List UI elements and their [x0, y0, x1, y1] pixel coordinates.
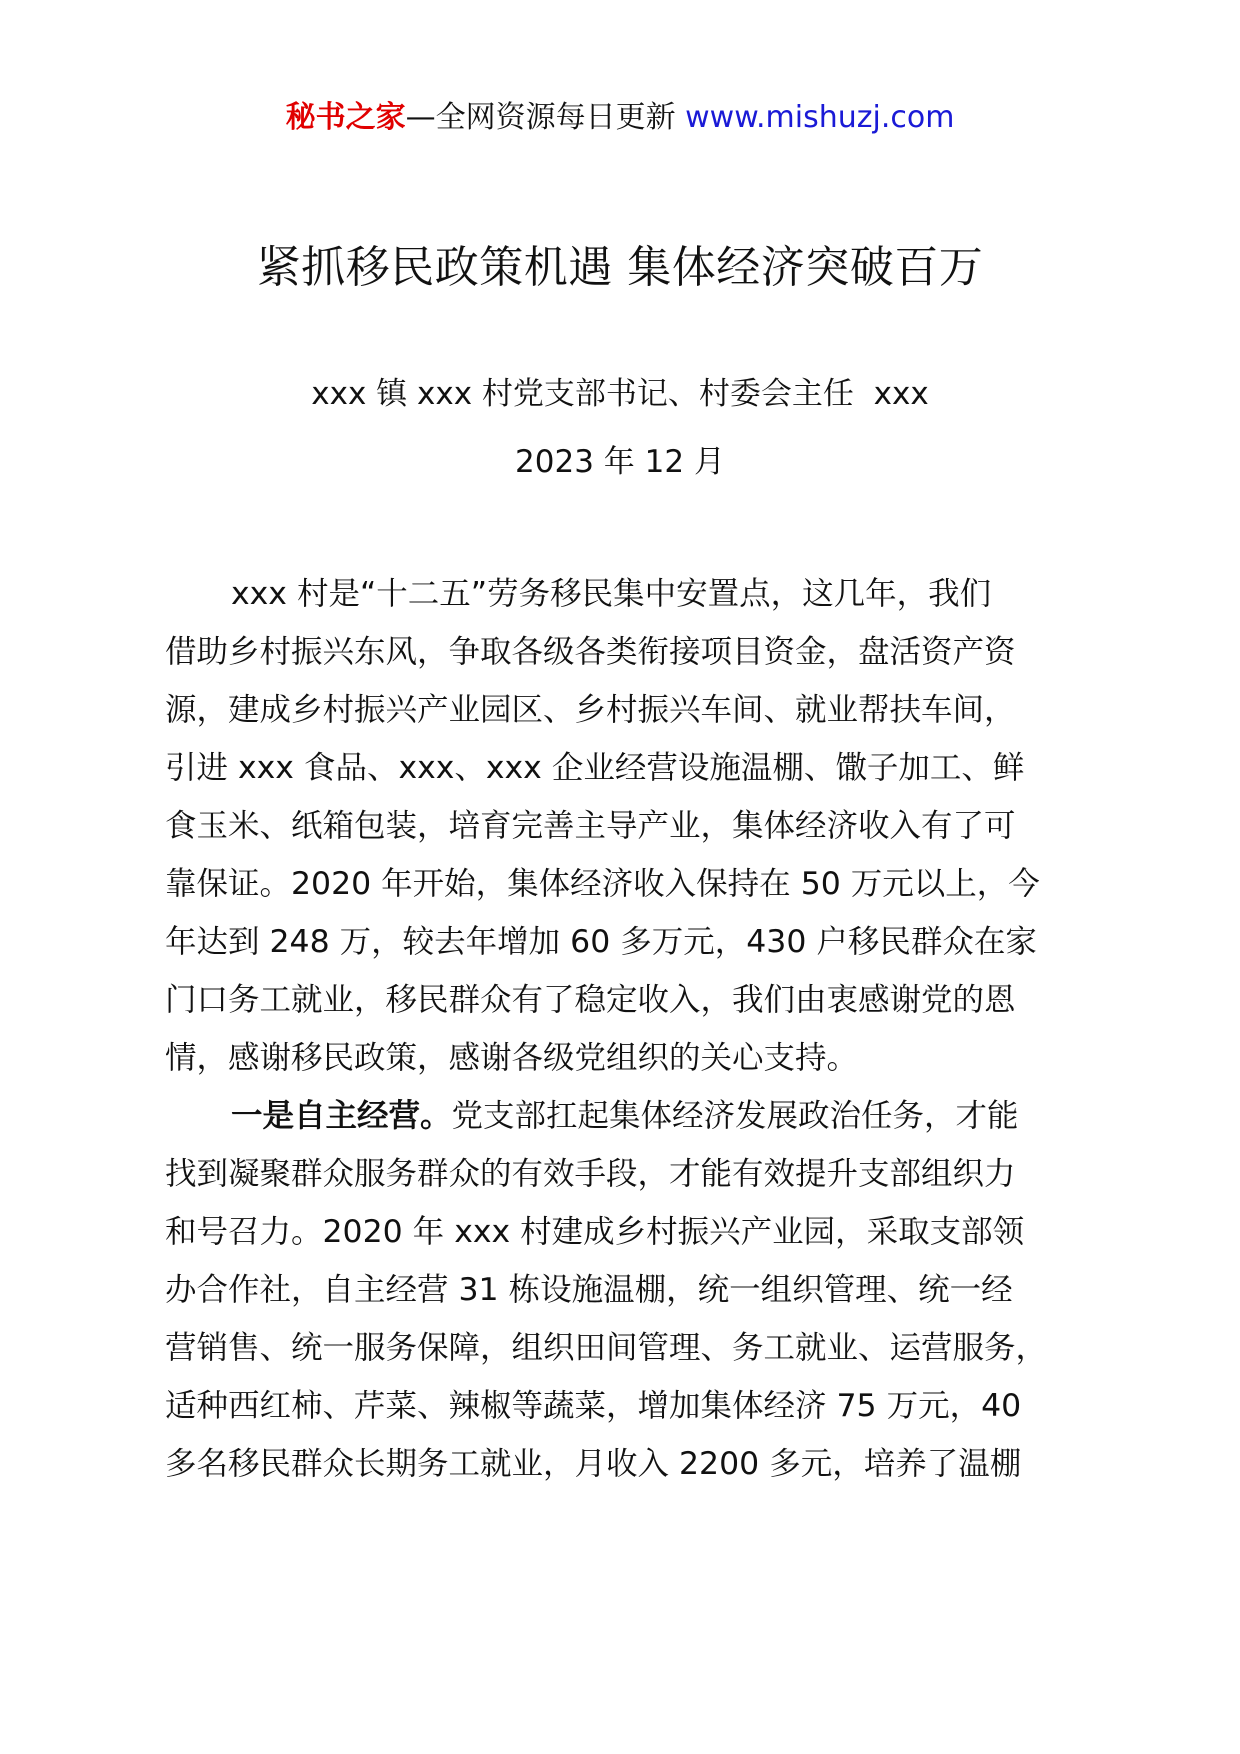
paragraph-1-line: 源，建成乡村振兴产业园区、乡村振兴车间、就业帮扶车间， — [165, 692, 1016, 728]
paragraph-2-first-line — [165, 1087, 1085, 1145]
paragraph-1-line: 借助乡村振兴东风，争取各级各类衔接项目资金，盘活资产资 — [165, 634, 1016, 670]
document-title: 紧抓移民政策机遇 集体经济突破百万 — [256, 242, 984, 293]
paragraph-2-lead: 一是自主经营。 — [231, 1098, 452, 1134]
paragraph-2-line: 适种西红柿、芹菜、辣椒等蔬菜，增加集体经济 75 万元，40 — [165, 1388, 1022, 1424]
paragraph-2-line: 办合作社，自主经营 31 栋设施温棚，统一组织管理、统一经 — [165, 1272, 1013, 1308]
paragraph-1-line: 引进 xxx 食品、xxx、xxx 企业经营设施温棚、馓子加工、鲜 — [165, 750, 1025, 786]
paragraph-1-line: xxx 村是“十二五”劳务移民集中安置点，这几年，我们 — [231, 576, 992, 612]
paragraph-1-line: 门口务工就业，移民群众有了稳定收入，我们由衷感谢党的恩 — [165, 982, 1016, 1018]
paragraph-2-line: 找到凝聚群众服务群众的有效手段，才能有效提升支部组织力 — [165, 1156, 1016, 1192]
paragraph-2-line: 营销售、统一服务保障，组织田间管理、务工就业、运营服务， — [165, 1330, 1048, 1366]
document-body — [165, 565, 1085, 1493]
document-author: xxx 镇 xxx 村党支部书记、村委会主任 xxx — [311, 376, 929, 412]
site-tagline: —全网资源每日更新 — [405, 100, 676, 135]
site-header — [0, 98, 1240, 138]
paragraph-1-line: 情，感谢移民政策，感谢各级党组织的关心支持。 — [165, 1040, 859, 1076]
paragraph-1-line: 靠保证。2020 年开始，集体经济收入保持在 50 万元以上，今 — [165, 866, 1040, 902]
site-url: www.mishuzj.com — [685, 100, 955, 135]
site-brand: 秘书之家 — [285, 100, 406, 135]
paragraph-2-first-text: 党支部扛起集体经济发展政治任务，才能 — [451, 1098, 1019, 1134]
paragraph-1-line: 食玉米、纸箱包装，培育完善主导产业，集体经济收入有了可 — [165, 808, 1016, 844]
paragraph-2-line: 和号召力。2020 年 xxx 村建成乡村振兴产业园，采取支部领 — [165, 1214, 1025, 1250]
paragraph-2-line: 多名移民群众长期务工就业，月收入 2200 多元，培养了温棚 — [165, 1446, 1022, 1482]
document-date: 2023 年 12 月 — [515, 444, 725, 480]
paragraph-1-line: 年达到 248 万，较去年增加 60 多万元，430 户移民群众在家 — [165, 924, 1037, 960]
